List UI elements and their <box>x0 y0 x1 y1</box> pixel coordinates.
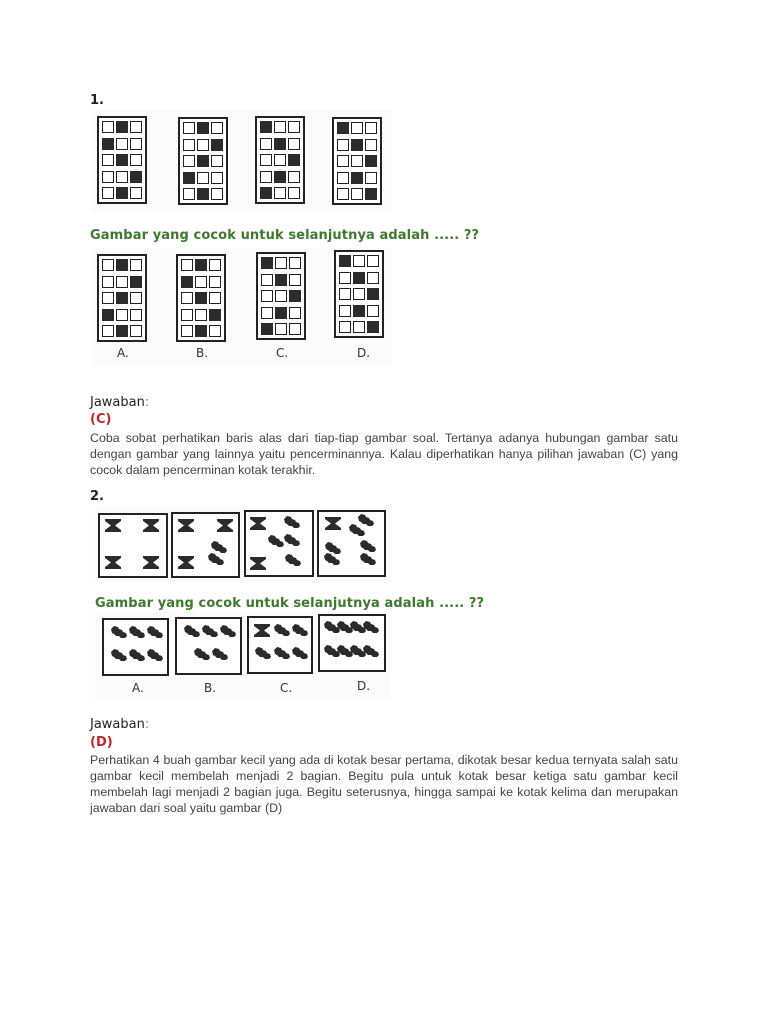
empty-square-icon <box>130 187 142 199</box>
shoe-shape-icon <box>359 553 377 571</box>
empty-square-icon <box>260 138 272 150</box>
filled-square-icon <box>116 259 128 271</box>
grid-row <box>102 276 142 289</box>
hourglass-icon <box>143 519 159 537</box>
grid-row <box>183 139 223 152</box>
shoe-shape-icon <box>254 647 272 665</box>
shoe-shape-icon <box>110 649 128 667</box>
empty-square-icon <box>130 325 142 337</box>
filled-square-icon <box>288 154 300 166</box>
filled-square-icon <box>195 292 207 304</box>
question-1-option-a <box>97 254 147 342</box>
question-2-option-c-label: C. <box>280 681 293 695</box>
empty-square-icon <box>261 290 273 302</box>
question-1-option-b-label: B. <box>196 346 209 360</box>
empty-square-icon <box>339 288 351 300</box>
empty-square-icon <box>337 188 349 200</box>
empty-square-icon <box>275 257 287 269</box>
filled-square-icon <box>365 188 377 200</box>
question-1-option-b <box>176 254 226 342</box>
filled-square-icon <box>197 188 209 200</box>
empty-square-icon <box>195 309 207 321</box>
filled-square-icon <box>102 309 114 321</box>
filled-square-icon <box>274 171 286 183</box>
grid-row <box>102 187 142 200</box>
grid-row <box>181 325 221 338</box>
empty-square-icon <box>351 188 363 200</box>
grid-row <box>181 276 221 289</box>
question-2-option-a-label: A. <box>132 681 144 695</box>
empty-square-icon <box>181 292 193 304</box>
shoe-shape-icon <box>273 624 291 642</box>
answer-heading-label: Jawaban <box>90 395 145 410</box>
shoe-shape-icon <box>362 621 380 639</box>
empty-square-icon <box>181 259 193 271</box>
empty-square-icon <box>288 171 300 183</box>
grid-row <box>183 122 223 135</box>
filled-square-icon <box>211 139 223 151</box>
grid-row <box>339 255 379 268</box>
filled-square-icon <box>116 325 128 337</box>
empty-square-icon <box>339 321 351 333</box>
question-1-figure-strip <box>92 110 392 212</box>
grid-row <box>181 259 221 272</box>
empty-square-icon <box>183 122 195 134</box>
empty-square-icon <box>339 272 351 284</box>
empty-square-icon <box>261 307 273 319</box>
shoe-shape-icon <box>146 649 164 667</box>
empty-square-icon <box>260 154 272 166</box>
grid-row <box>102 292 142 305</box>
grid-row <box>102 121 142 134</box>
grid-row <box>337 172 377 185</box>
grid-row <box>261 257 301 270</box>
shoe-shape-icon <box>207 553 225 571</box>
filled-square-icon <box>351 139 363 151</box>
grid-row <box>102 325 142 338</box>
grid-row <box>339 288 379 301</box>
empty-square-icon <box>365 172 377 184</box>
grid-row <box>181 292 221 305</box>
filled-square-icon <box>274 138 286 150</box>
shoe-shape-icon <box>128 626 146 644</box>
filled-square-icon <box>289 290 301 302</box>
filled-square-icon <box>209 309 221 321</box>
filled-square-icon <box>351 172 363 184</box>
shoe-shape-icon <box>362 645 380 663</box>
grid-row <box>183 188 223 201</box>
hourglass-icon <box>250 517 266 535</box>
grid-row <box>339 321 379 334</box>
empty-square-icon <box>130 121 142 133</box>
hourglass-icon <box>105 556 121 574</box>
filled-square-icon <box>353 272 365 284</box>
grid-row <box>260 154 300 167</box>
grid-row <box>183 155 223 168</box>
empty-square-icon <box>289 274 301 286</box>
question-2-options-strip <box>95 612 390 700</box>
grid-row <box>261 307 301 320</box>
shoe-shape-icon <box>291 647 309 665</box>
grid-row <box>337 188 377 201</box>
question-2-figure-strip <box>95 507 390 583</box>
filled-square-icon <box>195 325 207 337</box>
filled-square-icon <box>116 187 128 199</box>
empty-square-icon <box>116 171 128 183</box>
empty-square-icon <box>353 321 365 333</box>
filled-square-icon <box>130 171 142 183</box>
empty-square-icon <box>367 255 379 267</box>
shoe-shape-icon <box>146 626 164 644</box>
grid-row <box>183 172 223 185</box>
shoe-shape-icon <box>211 648 229 666</box>
empty-square-icon <box>211 172 223 184</box>
empty-square-icon <box>130 154 142 166</box>
hourglass-icon <box>105 519 121 537</box>
question-2-option-b-label: B. <box>204 681 217 695</box>
filled-square-icon <box>353 305 365 317</box>
empty-square-icon <box>275 323 287 335</box>
empty-square-icon <box>130 259 142 271</box>
shoe-shape-icon <box>291 624 309 642</box>
empty-square-icon <box>183 155 195 167</box>
filled-square-icon <box>261 323 273 335</box>
grid-row <box>261 290 301 303</box>
grid-row <box>102 259 142 272</box>
filled-square-icon <box>367 321 379 333</box>
filled-square-icon <box>260 121 272 133</box>
question-1-option-d-label: D. <box>357 346 371 360</box>
shoe-shape-icon <box>283 516 301 534</box>
question-1-figure-1 <box>97 116 147 204</box>
question-2-prompt: Gambar yang cocok untuk selanjutnya adalah ..... ?? <box>95 596 485 611</box>
hourglass-icon <box>325 517 341 535</box>
filled-square-icon <box>261 257 273 269</box>
hourglass-icon <box>178 556 194 574</box>
shoe-shape-icon <box>273 647 291 665</box>
filled-square-icon <box>181 276 193 288</box>
empty-square-icon <box>260 171 272 183</box>
empty-square-icon <box>130 309 142 321</box>
empty-square-icon <box>289 307 301 319</box>
empty-square-icon <box>367 272 379 284</box>
question-1-option-c <box>256 252 306 340</box>
grid-row <box>261 323 301 336</box>
filled-square-icon <box>367 288 379 300</box>
question-2-option-d-label: D. <box>357 679 371 693</box>
grid-row <box>102 171 142 184</box>
grid-row <box>339 305 379 318</box>
empty-square-icon <box>209 325 221 337</box>
question-2-answer: (D) <box>90 735 113 750</box>
hourglass-icon <box>250 557 266 575</box>
empty-square-icon <box>102 171 114 183</box>
empty-square-icon <box>102 121 114 133</box>
filled-square-icon <box>183 172 195 184</box>
question-1-answer: (C) <box>90 412 112 427</box>
filled-square-icon <box>130 276 142 288</box>
filled-square-icon <box>195 259 207 271</box>
question-1-option-d <box>334 250 384 338</box>
empty-square-icon <box>351 122 363 134</box>
grid-row <box>339 272 379 285</box>
grid-row <box>337 122 377 135</box>
filled-square-icon <box>275 274 287 286</box>
question-1-answer-heading <box>90 395 149 410</box>
hourglass-icon <box>217 519 233 537</box>
question-2-explanation: Perhatikan 4 buah gambar kecil yang ada di kotak besar pertama, dikotak besar kedua ternyata salah satu gambar kecil membelah menjadi 2 bagian. Begitu pula untuk kotak besar ketiga satu gambar kecil membelah lagi menjadi 2 bagian juga. Begitu seterusnya, hingga sampai ke kotak kelima dan merupakan jawaban dari soal yaitu gambar (D) <box>90 753 678 815</box>
grid-row <box>337 139 377 152</box>
filled-square-icon <box>197 155 209 167</box>
empty-square-icon <box>209 259 221 271</box>
filled-square-icon <box>339 255 351 267</box>
filled-square-icon <box>197 122 209 134</box>
filled-square-icon <box>102 138 114 150</box>
grid-row <box>260 138 300 151</box>
empty-square-icon <box>102 325 114 337</box>
empty-square-icon <box>288 121 300 133</box>
empty-square-icon <box>261 274 273 286</box>
empty-square-icon <box>275 290 287 302</box>
question-1-number: 1. <box>90 93 104 108</box>
question-2-number: 2. <box>90 489 104 504</box>
empty-square-icon <box>116 138 128 150</box>
empty-square-icon <box>274 187 286 199</box>
empty-square-icon <box>337 155 349 167</box>
filled-square-icon <box>116 121 128 133</box>
grid-row <box>102 154 142 167</box>
question-1-option-c-label: C. <box>276 346 289 360</box>
empty-square-icon <box>274 154 286 166</box>
empty-square-icon <box>339 305 351 317</box>
empty-square-icon <box>102 276 114 288</box>
shoe-shape-icon <box>110 626 128 644</box>
answer-heading-colon: : <box>144 395 150 410</box>
empty-square-icon <box>102 259 114 271</box>
empty-square-icon <box>367 305 379 317</box>
question-1-explanation: Coba sobat perhatikan baris alas dari tiap-tiap gambar soal. Tertanya adanya hubungan gambar satu dengan gambar yang lainnya yaitu pencerminannya. Kalau diperhatikan hanya pilihan jawaban (C) yang cocok dalam pencerminan kotak terakhir. <box>90 431 678 477</box>
shoe-shape-icon <box>201 625 219 643</box>
empty-square-icon <box>211 188 223 200</box>
grid-row <box>181 309 221 322</box>
empty-square-icon <box>183 139 195 151</box>
question-1-figure-2 <box>178 117 228 205</box>
empty-square-icon <box>181 309 193 321</box>
question-2-answer-heading <box>90 717 149 732</box>
empty-square-icon <box>102 187 114 199</box>
empty-square-icon <box>130 292 142 304</box>
shoe-shape-icon <box>323 553 341 571</box>
empty-square-icon <box>351 155 363 167</box>
empty-square-icon <box>197 172 209 184</box>
grid-row <box>102 309 142 322</box>
filled-square-icon <box>116 292 128 304</box>
grid-row <box>337 155 377 168</box>
grid-row <box>260 121 300 134</box>
grid-row <box>260 171 300 184</box>
question-1-option-a-label: A. <box>117 346 129 360</box>
shoe-shape-icon <box>128 649 146 667</box>
empty-square-icon <box>211 155 223 167</box>
empty-square-icon <box>102 154 114 166</box>
empty-square-icon <box>197 139 209 151</box>
answer-heading-colon: : <box>144 717 150 732</box>
grid-row <box>261 274 301 287</box>
shoe-shape-icon <box>283 534 301 552</box>
empty-square-icon <box>289 257 301 269</box>
grid-row <box>260 187 300 200</box>
empty-square-icon <box>353 255 365 267</box>
question-1-prompt: Gambar yang cocok untuk selanjutnya adalah ..... ?? <box>90 228 480 243</box>
empty-square-icon <box>288 187 300 199</box>
shoe-shape-icon <box>183 625 201 643</box>
empty-square-icon <box>289 323 301 335</box>
empty-square-icon <box>102 292 114 304</box>
grid-row <box>102 138 142 151</box>
empty-square-icon <box>209 276 221 288</box>
empty-square-icon <box>130 138 142 150</box>
filled-square-icon <box>365 155 377 167</box>
hourglass-icon <box>254 624 270 642</box>
filled-square-icon <box>116 154 128 166</box>
empty-square-icon <box>288 138 300 150</box>
question-1-figure-4 <box>332 117 382 205</box>
question-1-figure-3 <box>255 116 305 204</box>
filled-square-icon <box>260 187 272 199</box>
empty-square-icon <box>353 288 365 300</box>
answer-heading-label: Jawaban <box>90 717 145 732</box>
empty-square-icon <box>274 121 286 133</box>
filled-square-icon <box>337 122 349 134</box>
empty-square-icon <box>211 122 223 134</box>
shoe-shape-icon <box>193 648 211 666</box>
empty-square-icon <box>181 325 193 337</box>
empty-square-icon <box>116 309 128 321</box>
shoe-shape-icon <box>284 554 302 572</box>
shoe-shape-icon <box>219 625 237 643</box>
hourglass-icon <box>178 519 194 537</box>
empty-square-icon <box>183 188 195 200</box>
empty-square-icon <box>116 276 128 288</box>
empty-square-icon <box>209 292 221 304</box>
empty-square-icon <box>195 276 207 288</box>
hourglass-icon <box>143 556 159 574</box>
filled-square-icon <box>275 307 287 319</box>
empty-square-icon <box>365 122 377 134</box>
question-1-options-strip <box>92 248 392 366</box>
empty-square-icon <box>337 139 349 151</box>
empty-square-icon <box>337 172 349 184</box>
empty-square-icon <box>365 139 377 151</box>
